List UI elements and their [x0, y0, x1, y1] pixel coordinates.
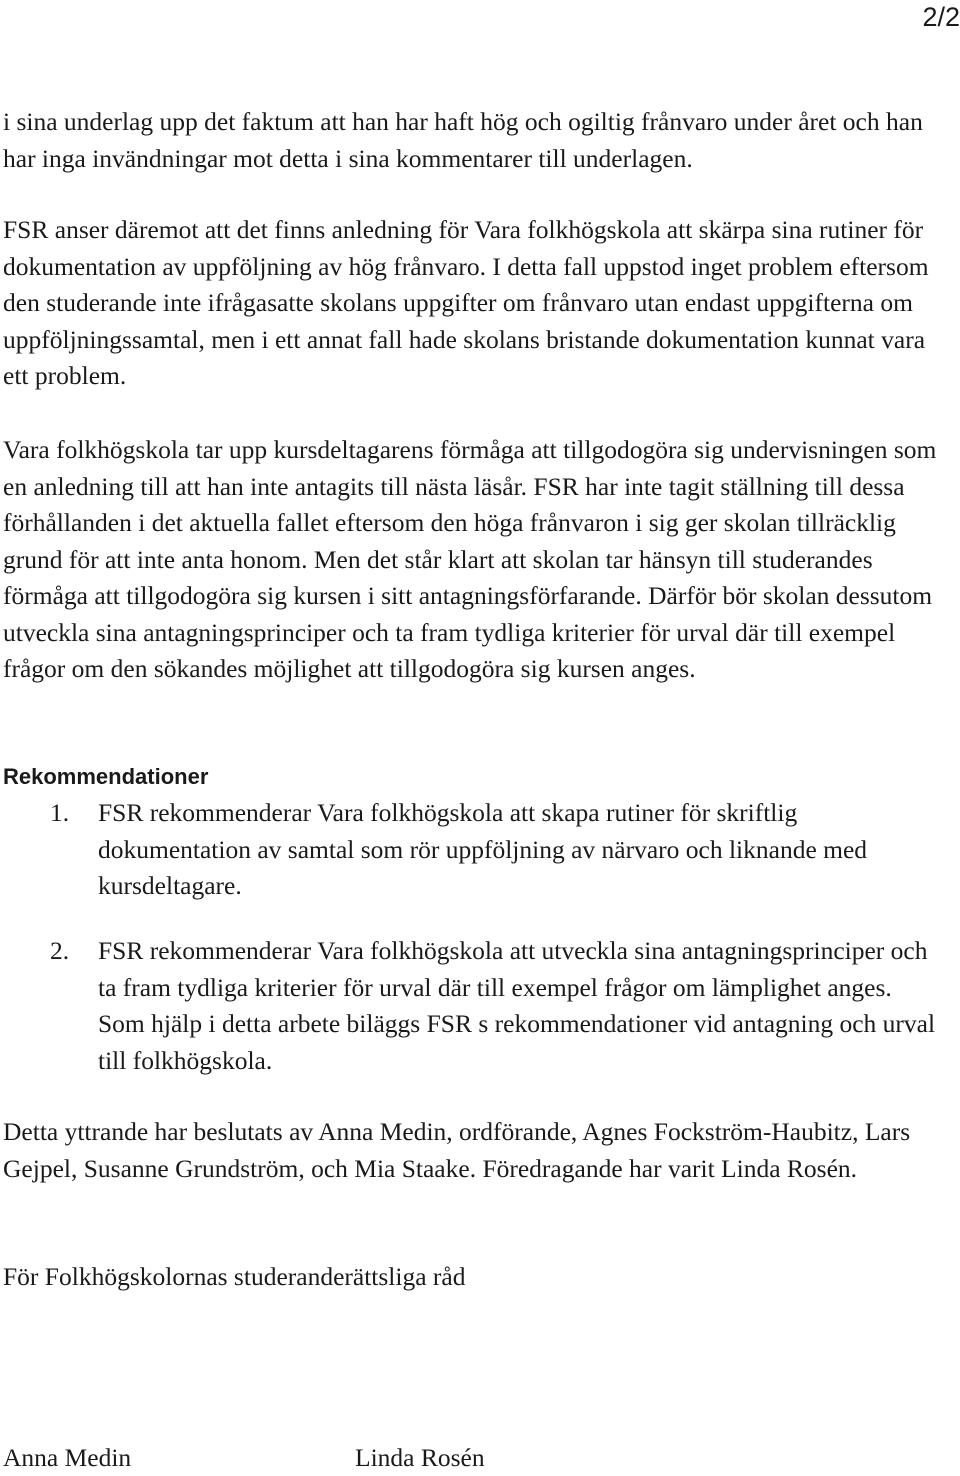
closing-line: För Folkhögskolornas studeranderättsliga råd — [3, 1262, 466, 1291]
paragraph-documentation: FSR anser däremot att det finns anledning för Vara folkhögskola att skärpa sina rutiner för dokumentation av uppföljning av hög frånvaro. I detta fall uppstod inget problem eftersom den studerande inte ifrågasatte skolans uppgifter om frånvaro utan endast uppgifterna om uppföljningssamtal, men i ett annat fall hade skolans bristande dokumentation kunnat vara ett problem. — [3, 215, 929, 390]
page-number: 2/2 — [922, 2, 960, 32]
recommendation-text: FSR rekommenderar Vara folkhögskola att skapa rutiner för skriftlig dokumentation av samtal som rör uppföljning av närvaro och liknande med kursdeltagare. — [98, 798, 868, 900]
paragraph-absence: i sina underlag upp det faktum att han har haft hög och ogiltig frånvaro under året och han har inga invändningar mot detta i sina kommentarer till underlagen. — [3, 107, 923, 173]
recommendations-heading: Rekommendationer — [3, 764, 209, 789]
recommendation-number: 2. — [50, 936, 70, 965]
recommendation-text: FSR rekommenderar Vara folkhögskola att utveckla sina antagningsprinciper och ta fram tydliga kriterier för urval där till exempel frågor om lämplighet anges. Som hjälp i detta arbete biläggs FSR s rekommendationer vid antagning och urval till folkhögskola. — [98, 936, 936, 1075]
signature-chair: Anna Medin — [3, 1443, 132, 1472]
signature-rapporteur: Linda Rosén — [355, 1443, 485, 1472]
decision-paragraph: Detta yttrande har beslutats av Anna Medin, ordförande, Agnes Fockström-Haubitz, Lars Gejpel, Susanne Grundström, och Mia Staake. Föredragande har varit Linda Rosén. — [3, 1117, 911, 1183]
paragraph-admission: Vara folkhögskola tar upp kursdeltagarens förmåga att tillgodogöra sig undervisningen som en anledning till att han inte antagits till nästa läsår. FSR har inte tagit ställning till dessa förhållanden i det aktuella fallet eftersom den höga frånvaron i sig ger skolan tillräcklig grund för att inte anta honom. Men det står klart att skolan tar hänsyn till studerandes förmåga att tillgodogöra sig kursen i sitt antagningsförfarande. Därför bör skolan dessutom utveckla sina antagningsprinciper och ta fram tydliga kriterier för urval där till exempel frågor om den sökandes möjlighet att tillgodogöra sig kursen anges. — [3, 435, 937, 683]
recommendation-number: 1. — [50, 798, 70, 827]
